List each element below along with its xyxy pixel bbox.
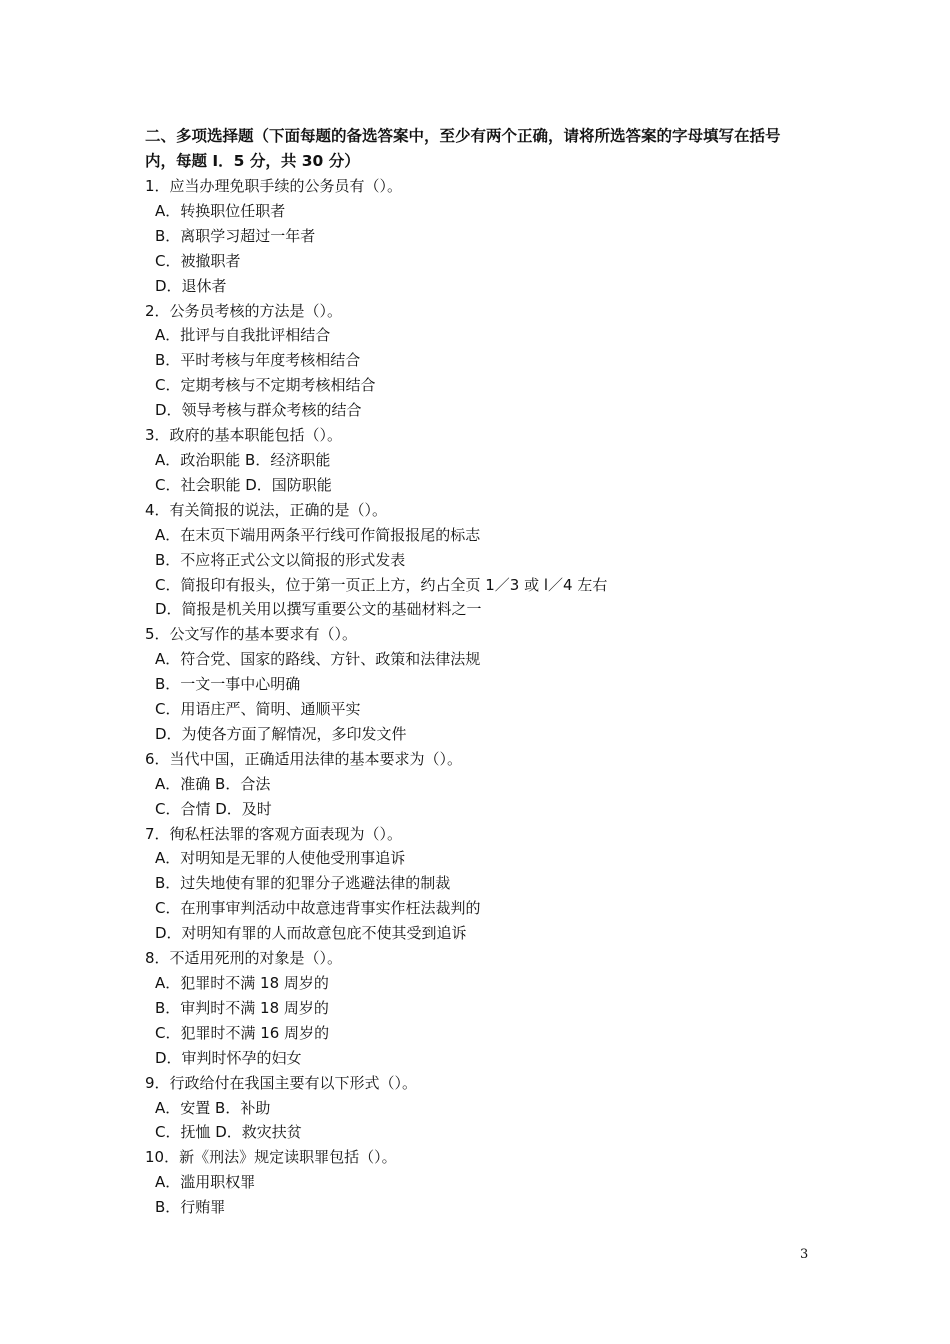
answer-option: A．符合党、国家的路线、方针、政策和法律法规 <box>155 650 481 669</box>
answer-option: C．在刑事审判活动中故意违背事实作枉法裁判的 <box>155 899 481 918</box>
answer-option: B．审判时不满 18 周岁的 <box>155 998 329 1017</box>
question-text: 7．徇私枉法罪的客观方面表现为（）。 <box>145 824 403 843</box>
answer-option: C．抚恤 D．救灾扶贫 <box>155 1123 302 1142</box>
answer-option: B．离职学习超过一年者 <box>155 226 316 245</box>
answer-option: D．对明知有罪的人而故意包庇不使其受到追诉 <box>155 924 467 943</box>
answer-option: A．转换职位任职者 <box>155 201 286 220</box>
question-text: 3．政府的基本职能包括（）。 <box>145 426 343 445</box>
question-text: 10．新《刑法》规定读职罪包括（）。 <box>145 1148 397 1167</box>
answer-option: C．合情 D．及时 <box>155 799 272 818</box>
answer-option: B．不应将正式公文以简报的形式发表 <box>155 550 406 569</box>
question-text: 8．不适用死刑的对象是（）。 <box>145 949 343 968</box>
answer-option: D．领导考核与群众考核的结合 <box>155 401 362 420</box>
question-text: 2．公务员考核的方法是（）。 <box>145 301 343 320</box>
section-heading: 二、多项选择题（下面每题的备选答案中，至少有两个正确，请将所选答案的字母填写在括号 <box>145 127 781 145</box>
answer-option: D．退休者 <box>155 276 227 295</box>
question-text: 1．应当办理免职手续的公务员有（）。 <box>145 177 403 195</box>
document-body <box>145 124 825 1220</box>
question-text: 9．行政给付在我国主要有以下形式（）。 <box>145 1073 418 1092</box>
answer-option: C．社会职能 D．国防职能 <box>155 475 332 494</box>
answer-option: B．过失地使有罪的犯罪分子逃避法律的制裁 <box>155 874 451 893</box>
answer-option: B．平时考核与年度考核相结合 <box>155 351 361 370</box>
question-text: 4．有关简报的说法，正确的是（）。 <box>145 500 388 519</box>
answer-option: D．审判时怀孕的妇女 <box>155 1048 302 1067</box>
answer-option: A．安置 B．补助 <box>155 1098 271 1117</box>
answer-option: C．被撤职者 <box>155 251 241 270</box>
question-text: 5．公文写作的基本要求有（）。 <box>145 625 358 644</box>
answer-option: C．犯罪时不满 16 周岁的 <box>155 1023 330 1042</box>
answer-option: A．犯罪时不满 18 周岁的 <box>155 974 329 992</box>
answer-option: C．定期考核与不定期考核相结合 <box>155 376 376 395</box>
answer-option: A．批评与自我批评相结合 <box>155 326 331 345</box>
answer-option: A．对明知是无罪的人使他受刑事追诉 <box>155 849 406 868</box>
question-list <box>145 174 825 1220</box>
answer-option: A．滥用职权罪 <box>155 1173 256 1192</box>
answer-option: B．一文一事中心明确 <box>155 675 301 694</box>
answer-option: C．简报印有报头，位于第一页正上方，约占全页 1／3 或 l／4 左右 <box>155 575 608 594</box>
answer-option: A．政治职能 B．经济职能 <box>155 450 331 469</box>
page-number: 3 <box>800 1247 809 1262</box>
question-text: 6．当代中国，正确适用法律的基本要求为（）。 <box>145 749 463 768</box>
answer-option: B．行贿罪 <box>155 1198 226 1217</box>
answer-option: D．简报是机关用以撰写重要公文的基础材料之一 <box>155 600 482 619</box>
answer-option: A．在末页下端用两条平行线可作简报报尾的标志 <box>155 525 481 544</box>
answer-option: C．用语庄严、简明、通顺平实 <box>155 700 361 719</box>
section-heading-continued: 内，每题 I．5 分，共 30 分） <box>145 152 360 170</box>
answer-option: A．准确 B．合法 <box>155 774 271 793</box>
answer-option: D．为使各方面了解情况，多印发文件 <box>155 724 407 743</box>
